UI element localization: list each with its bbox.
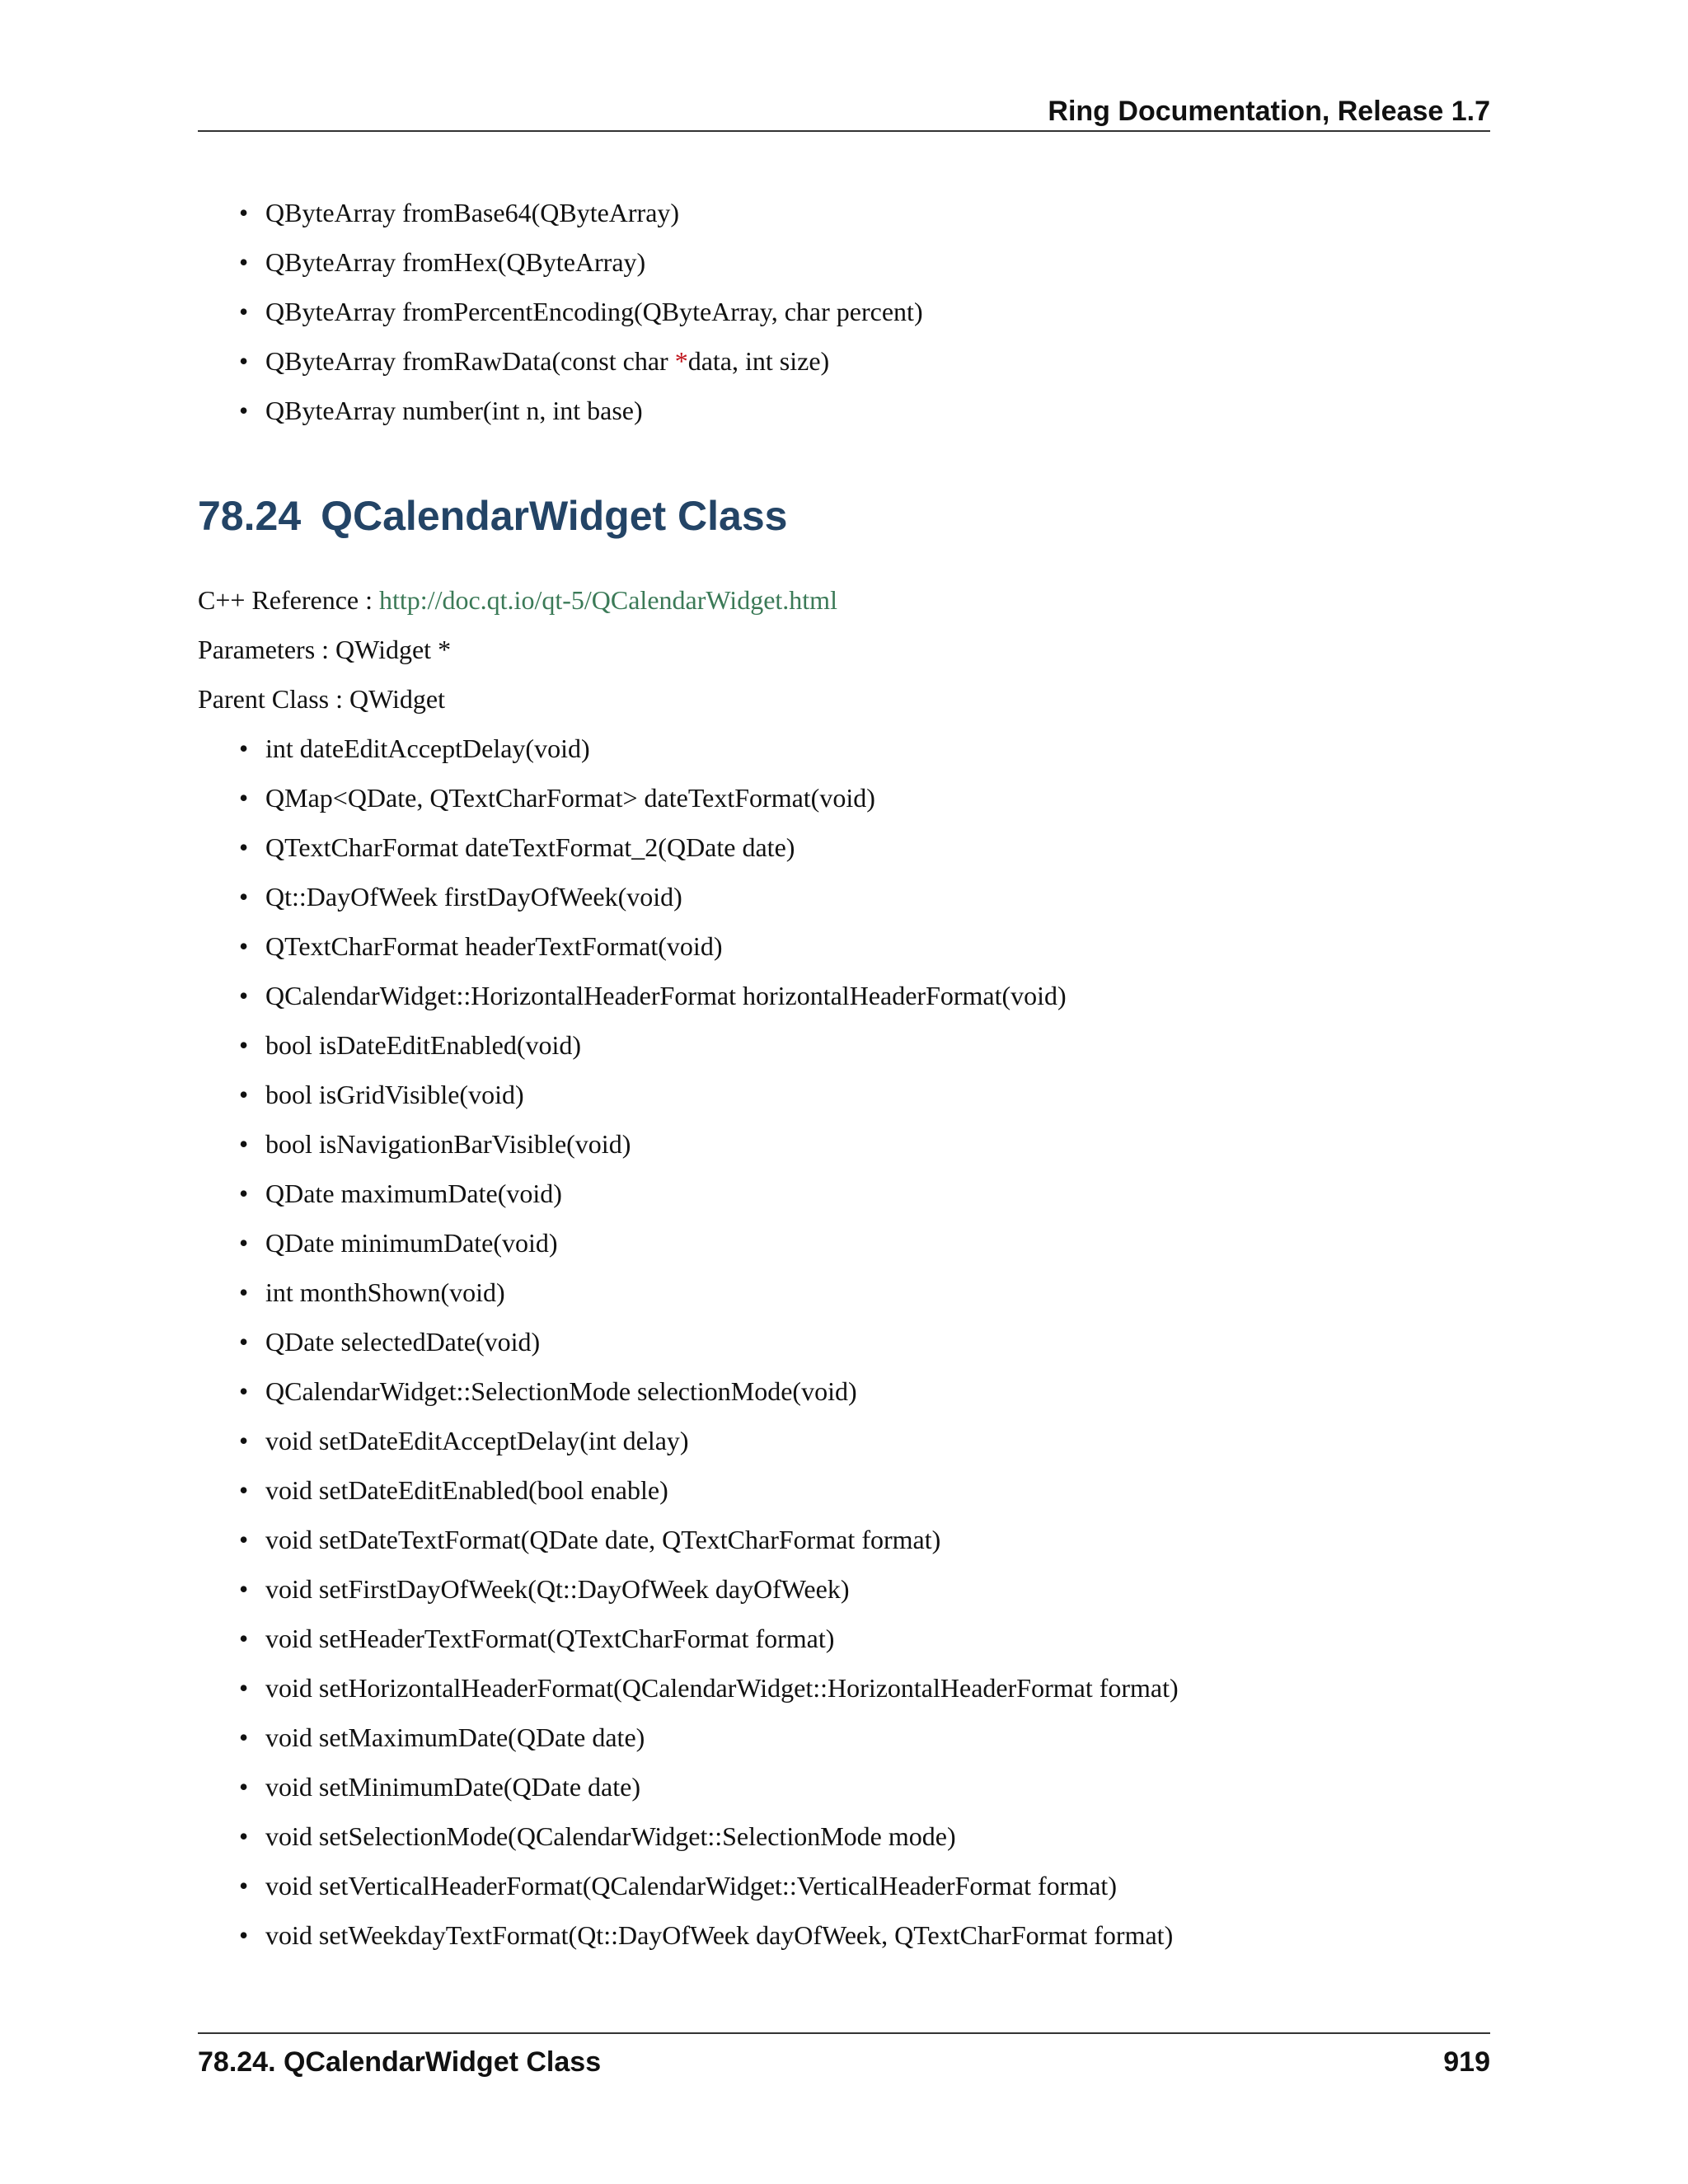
bullet-icon: •	[239, 931, 249, 961]
bullet-icon: •	[239, 198, 249, 227]
bullet-icon: •	[239, 1228, 249, 1258]
bullet-icon: •	[239, 346, 249, 376]
bullet-icon: •	[239, 1327, 249, 1357]
bullet-icon: •	[239, 1821, 249, 1851]
method-signature: void setSelectionMode(QCalendarWidget::SelectionMode mode)	[265, 1821, 956, 1851]
bullet-icon: •	[239, 1624, 249, 1653]
method-signature: bool isDateEditEnabled(void)	[265, 1030, 582, 1060]
list-item	[239, 1325, 1490, 1358]
method-signature: QCalendarWidget::SelectionMode selectionMode(void)	[265, 1376, 857, 1406]
bullet-icon: •	[239, 1129, 249, 1159]
method-signature: int dateEditAcceptDelay(void)	[265, 733, 590, 763]
list-item	[239, 1474, 1490, 1507]
bullet-icon: •	[239, 1179, 249, 1208]
bullet-icon: •	[239, 396, 249, 425]
list-item: • QByteArray fromBase64(QByteArray)	[239, 198, 680, 227]
method-signature: void setHeaderTextFormat(QTextCharFormat format)	[265, 1624, 835, 1653]
method-signature: QDate selectedDate(void)	[265, 1327, 541, 1357]
method-signature: void setDateEditEnabled(bool enable)	[265, 1475, 668, 1505]
section-title: QCalendarWidget Class	[321, 493, 788, 539]
bullet-icon: •	[239, 1525, 249, 1554]
method-signature: void setHorizontalHeaderFormat(QCalendarWidget::HorizontalHeaderFormat format)	[265, 1673, 1179, 1703]
list-item	[239, 1375, 1490, 1408]
bullet-icon: •	[239, 1475, 249, 1505]
bullet-icon: •	[239, 832, 249, 862]
bullet-icon: •	[239, 1871, 249, 1900]
previous-method-section	[198, 196, 1490, 443]
list-item	[239, 1029, 1490, 1062]
page-number: 919	[1443, 2046, 1490, 2078]
list-item	[239, 1572, 1490, 1605]
section-heading	[198, 490, 787, 542]
bullet-icon: •	[239, 297, 249, 326]
list-item	[239, 979, 1490, 1012]
list-item	[239, 1177, 1490, 1210]
method-signature: QDate minimumDate(void)	[265, 1228, 558, 1258]
bullet-icon: •	[239, 247, 249, 277]
list-item	[239, 930, 1490, 963]
pointer-star: *	[674, 346, 688, 376]
bullet-icon: •	[239, 1080, 249, 1109]
method-signature: void setMinimumDate(QDate date)	[265, 1772, 640, 1802]
method-list	[198, 732, 1490, 1952]
list-item	[239, 1820, 1490, 1853]
reference-label: C++ Reference :	[198, 585, 379, 615]
bullet-icon: •	[239, 1673, 249, 1703]
bullet-icon: •	[239, 733, 249, 763]
footer-section: 78.24. QCalendarWidget Class	[198, 2046, 602, 2078]
list-item	[239, 1523, 1490, 1556]
method-signature: void setWeekdayTextFormat(Qt::DayOfWeek dayOfWeek, QTextCharFormat format)	[265, 1920, 1174, 1950]
method-signature: bool isGridVisible(void)	[265, 1080, 524, 1109]
bullet-icon: •	[239, 882, 249, 912]
section-number: 78.24	[198, 493, 302, 539]
method-signature: void setDateTextFormat(QDate date, QTextCharFormat format)	[265, 1525, 941, 1554]
method-signature: QDate maximumDate(void)	[265, 1179, 562, 1208]
previous-method-list	[198, 196, 1490, 427]
bullet-icon: •	[239, 1574, 249, 1604]
list-item: • QByteArray fromHex(QByteArray)	[239, 247, 646, 277]
parameters-line: Parameters : QWidget *	[198, 635, 452, 664]
method-signature: void setVerticalHeaderFormat(QCalendarWidget::VerticalHeaderFormat format)	[265, 1871, 1117, 1900]
method-signature: QTextCharFormat headerTextFormat(void)	[265, 931, 723, 961]
bullet-icon: •	[239, 1722, 249, 1752]
page-footer	[198, 2032, 1490, 2083]
method-section	[198, 732, 1490, 1968]
method-signature: void setMaximumDate(QDate date)	[265, 1722, 645, 1752]
cpp-reference	[198, 583, 1490, 616]
list-item	[239, 880, 1490, 913]
list-item: • QByteArray fromPercentEncoding(QByteArray, char percent)	[239, 297, 923, 326]
bullet-icon: •	[239, 1030, 249, 1060]
list-item	[239, 1622, 1490, 1655]
method-signature: QCalendarWidget::HorizontalHeaderFormat horizontalHeaderFormat(void)	[265, 981, 1067, 1010]
method-signature: bool isNavigationBarVisible(void)	[265, 1129, 631, 1159]
list-item	[239, 1770, 1490, 1803]
class-meta	[198, 583, 1490, 732]
bullet-icon: •	[239, 1920, 249, 1950]
bullet-icon: •	[239, 1772, 249, 1802]
bullet-icon: •	[239, 783, 249, 813]
method-signature: Qt::DayOfWeek firstDayOfWeek(void)	[265, 882, 682, 912]
list-item	[239, 781, 1490, 814]
method-signature: QTextCharFormat dateTextFormat_2(QDate date)	[265, 832, 795, 862]
list-item: • QByteArray fromRawData(const char *data, int size)	[239, 346, 830, 376]
list-item	[239, 1226, 1490, 1259]
bullet-icon: •	[239, 1277, 249, 1307]
list-item	[239, 1671, 1490, 1704]
list-item: • QByteArray number(int n, int base)	[239, 396, 643, 425]
list-item	[239, 1721, 1490, 1754]
bullet-icon: •	[239, 981, 249, 1010]
list-item	[239, 732, 1490, 765]
list-item	[239, 1078, 1490, 1111]
list-item	[239, 1127, 1490, 1160]
method-signature: int monthShown(void)	[265, 1277, 505, 1307]
method-signature: void setDateEditAcceptDelay(int delay)	[265, 1426, 689, 1455]
list-item	[239, 1869, 1490, 1902]
list-item	[239, 1276, 1490, 1309]
list-item	[239, 831, 1490, 864]
bullet-icon: •	[239, 1426, 249, 1455]
list-item	[239, 1919, 1490, 1952]
document-title: Ring Documentation, Release 1.7	[1048, 96, 1490, 127]
parent-class-line: Parent Class : QWidget	[198, 684, 445, 714]
page-header	[198, 92, 1490, 132]
bullet-icon: •	[239, 1376, 249, 1406]
list-item	[239, 1424, 1490, 1457]
method-signature: QMap<QDate, QTextCharFormat> dateTextFormat(void)	[265, 783, 875, 813]
method-signature: void setFirstDayOfWeek(Qt::DayOfWeek dayOfWeek)	[265, 1574, 850, 1604]
reference-link[interactable]: http://doc.qt.io/qt-5/QCalendarWidget.html	[379, 585, 837, 615]
